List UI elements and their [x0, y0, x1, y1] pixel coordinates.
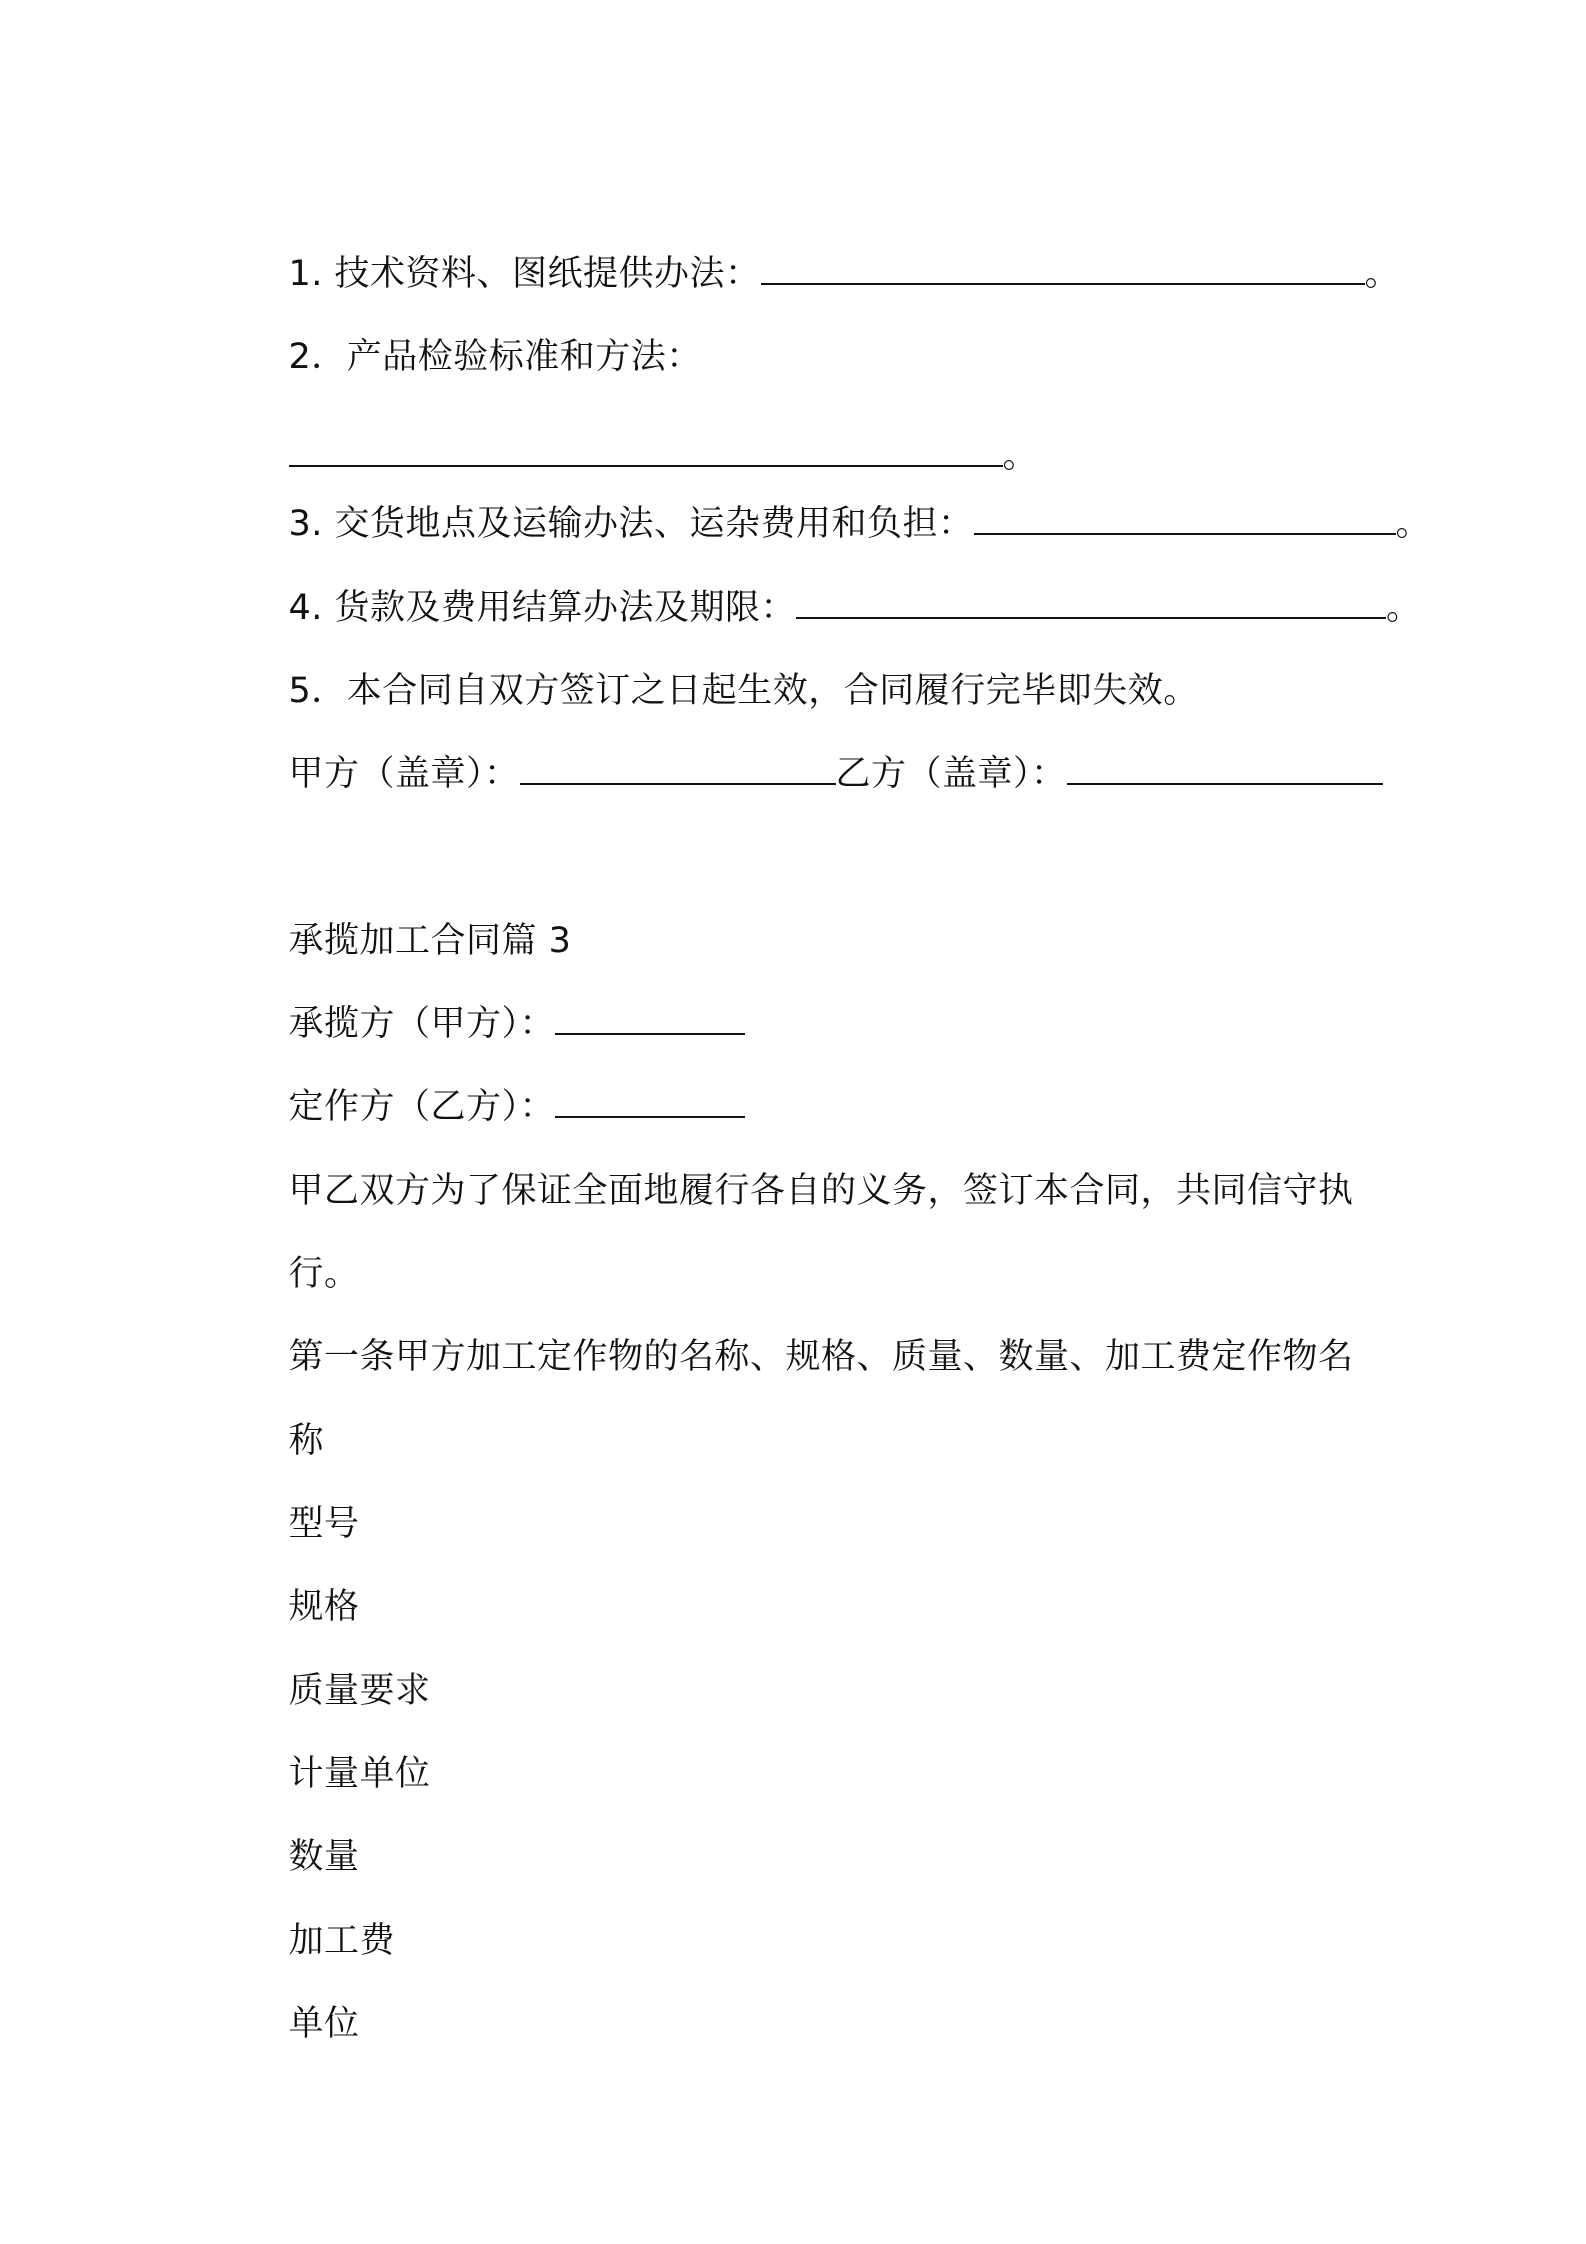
- item-4-end: 。: [1386, 588, 1422, 628]
- preamble-text-1: 甲乙双方为了保证全面地履行各自的义务，签订本合同，共同信守执: [288, 1171, 1354, 1211]
- party-b-blank[interactable]: [1067, 753, 1383, 785]
- item-1-label: 1. 技术资料、图纸提供办法：: [288, 254, 761, 294]
- field-unit-label: 单位: [288, 2004, 360, 2044]
- section-title-text: 承揽加工合同篇 3: [288, 921, 572, 961]
- party-a-label: 甲方（盖章）：: [288, 754, 520, 794]
- preamble-line-1: [242, 1125, 1354, 1257]
- item-3-blank[interactable]: [974, 503, 1396, 535]
- item-1-blank[interactable]: [761, 253, 1365, 285]
- item-2-label: 2．产品检验标准和方法：: [288, 337, 702, 377]
- orderer-blank[interactable]: [555, 1086, 745, 1118]
- article-1-line-1: [242, 1291, 1354, 1423]
- field-unit: [242, 1958, 360, 2090]
- signature-line: [242, 708, 1383, 840]
- party-b-label: 乙方（盖章）：: [835, 754, 1067, 794]
- item-4-label: 4. 货款及费用结算办法及期限：: [288, 588, 797, 628]
- item-4-blank[interactable]: [796, 587, 1386, 619]
- orderer-label: 定作方（乙方）：: [288, 1087, 556, 1127]
- field-spec-label: 规格: [288, 1587, 360, 1627]
- item-2-end: 。: [1002, 436, 1039, 476]
- article-1-text-1: 第一条甲方加工定作物的名称、规格、质量、数量、加工费定作物名: [288, 1337, 1354, 1377]
- item-5-text: 5．本合同自双方签订之日起生效，合同履行完毕即失效。: [288, 671, 1199, 711]
- item-3-label: 3. 交货地点及运输办法、运杂费用和负担：: [288, 504, 974, 544]
- preamble-text-2: 行。: [288, 1254, 360, 1294]
- article-1-text-2: 称: [288, 1421, 325, 1461]
- field-unit-of-measure-label: 计量单位: [288, 1754, 431, 1794]
- item-1-end: 。: [1364, 254, 1401, 294]
- party-a-blank[interactable]: [520, 753, 836, 785]
- field-processing-fee-label: 加工费: [288, 1921, 396, 1961]
- item-3-end: 。: [1395, 504, 1432, 544]
- field-model-label: 型号: [288, 1504, 360, 1544]
- field-quantity-label: 数量: [288, 1837, 360, 1877]
- field-quality-label: 质量要求: [288, 1671, 431, 1711]
- contractor-label: 承揽方（甲方）：: [288, 1004, 556, 1044]
- contractor-blank[interactable]: [555, 1003, 745, 1035]
